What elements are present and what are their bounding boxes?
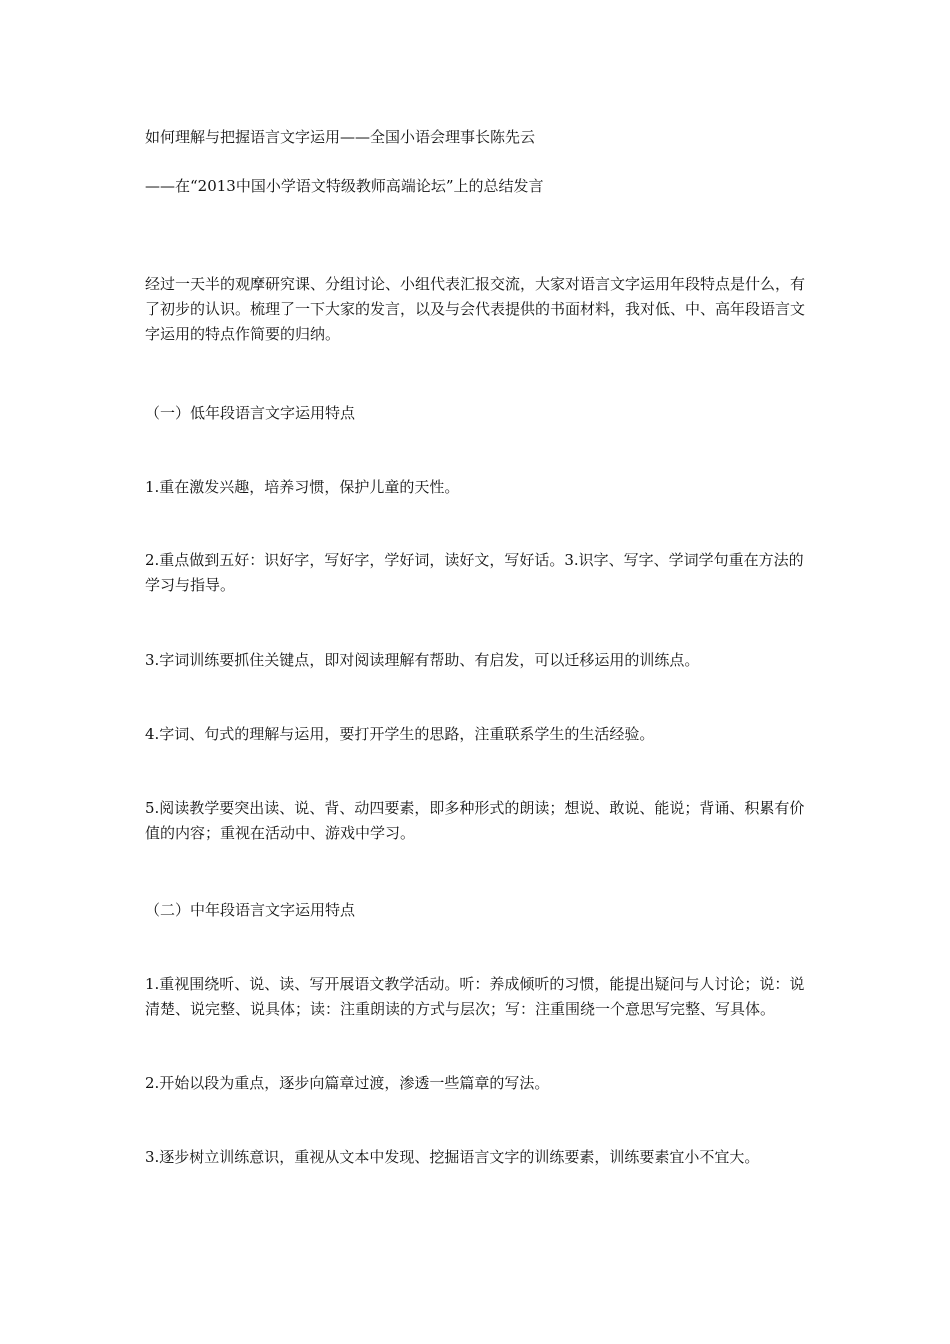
section1-item-3: 3.字词训练要抓住关键点，即对阅读理解有帮助、有启发，可以迁移运用的训练点。 bbox=[145, 651, 700, 669]
section1-item-4: 4.字词、句式的理解与运用，要打开学生的思路，注重联系学生的生活经验。 bbox=[145, 725, 655, 743]
intro-paragraph: 经过一天半的观摩研究课、分组讨论、小组代表汇报交流，大家对语言文字运用年段特点是什么，有了初步的认识。梳理了一下大家的发言，以及与会代表提供的书面材料，我对低、中、高年段语言文字运用的特点作简要的归纳。 bbox=[145, 275, 806, 343]
section2-item-3: 3.逐步树立训练意识，重视从文本中发现、挖掘语言文字的训练要素，训练要素宜小不宜大。 bbox=[145, 1148, 760, 1166]
section1-item-2: 2.重点做到五好：识好字，写好字，学好词，读好文，写好话。3.识字、写字、学词学句重在方法的学习与指导。 bbox=[145, 551, 804, 594]
document-subtitle: ——在“2013中国小学语文特级教师高端论坛”上的总结发言 bbox=[145, 177, 544, 195]
document-title: 如何理解与把握语言文字运用——全国小语会理事长陈先云 bbox=[145, 128, 536, 146]
section2-item-1: 1.重视围绕听、说、读、写开展语文教学活动。听：养成倾听的习惯，能提出疑问与人讨论；说：说清楚、说完整、说具体；读：注重朗读的方式与层次；写：注重围绕一个意思写完整、写具体。 bbox=[145, 975, 805, 1018]
section1-item-5: 5.阅读教学要突出读、说、背、动四要素，即多种形式的朗读；想说、敢说、能说；背诵、积累有价值的内容；重视在活动中、游戏中学习。 bbox=[145, 799, 805, 842]
section2-item-2: 2.开始以段为重点，逐步向篇章过渡，渗透一些篇章的写法。 bbox=[145, 1074, 550, 1092]
section1-item-1: 1.重在激发兴趣，培养习惯，保护儿童的天性。 bbox=[145, 478, 460, 496]
section2-heading: （二）中年段语言文字运用特点 bbox=[145, 901, 356, 919]
section1-heading: （一）低年段语言文字运用特点 bbox=[145, 404, 356, 422]
